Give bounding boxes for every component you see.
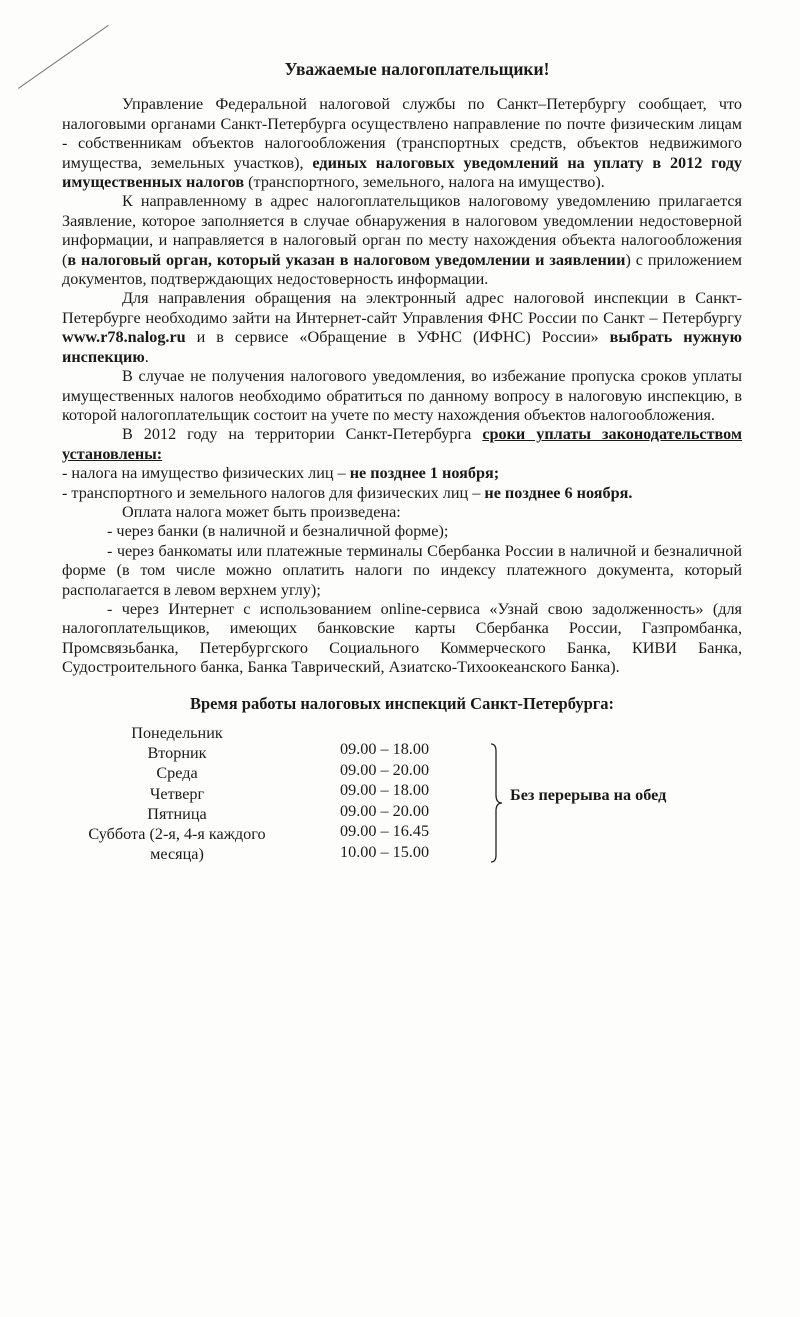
paragraph-online-request <box>62 289 742 367</box>
curly-brace-icon <box>490 743 504 863</box>
para2-text: К направленному в адрес налогоплательщиков налоговому уведомлению прилагается Заявление, которое заполняется в случае обнаружения в налоговом уведомлении недостоверной информации, и направляется в налоговый орган по месту нахождения объекта налогообложения ( <box>62 192 742 269</box>
para1-text-end: (транспортного, земельного, налога на имущество). <box>244 173 605 192</box>
para3-text-end: . <box>144 347 149 366</box>
payment-method-banks: - через банки (в наличной и безналичной форме); <box>107 522 449 541</box>
schedule-day: Четверг <box>149 784 205 803</box>
payment-method-atms: - через банкоматы или платежные терминалы Сбербанка России в наличной и безналичной форме (в том числе можно оплатить налоги по индексу платежного документа, который располагается в левом верхнем углу); <box>62 541 742 599</box>
schedule-note: Без перерыва на обед <box>510 786 667 804</box>
para3-text: Для направления обращения на электронный адрес налоговой инспекции в Санкт-Петербурге необходимо зайти на Интернет-сайт Управления ФНС России по Санкт – Петербургу <box>62 289 742 327</box>
paragraph-not-received: В случае не получения налогового уведомления, во избежание пропуска сроков уплаты имущественных налогов необходимо обратиться по данному вопросу в налоговую инспекцию, в которой налогоплательщик состоит на учете по месту нахождения объектов налогообложения. <box>62 367 742 424</box>
deadline-property-tax <box>62 464 742 483</box>
deadline2-text: - транспортного и земельного налогов для физических лиц – <box>62 483 485 502</box>
deadline1-text: - налога на имущество физических лиц – <box>62 464 350 483</box>
payment-intro: Оплата налога может быть произведена: <box>122 502 401 521</box>
schedule-title: Время работы налоговых инспекций Санкт-Петербурга: <box>189 693 615 713</box>
schedule-time: 09.00 – 20.00 <box>340 760 430 779</box>
schedule-day: Понедельник <box>131 724 223 742</box>
deadline2-bold: не позднее 6 ноября. <box>484 483 633 502</box>
para3-text-mid: и в сервисе «Обращение в УФНС (ИФНС) России» <box>185 328 610 347</box>
page-title: Уважаемые налогоплательщики! <box>284 59 550 79</box>
para5-bold-underlined: сроки уплаты законодательством установлены: <box>62 425 742 463</box>
schedule-days <box>62 723 292 864</box>
paragraph-deadlines-intro <box>62 425 742 464</box>
notice-document <box>62 60 742 873</box>
schedule-time: 09.00 – 18.00 <box>340 781 430 799</box>
schedule-times <box>340 739 460 862</box>
deadline-transport-land-tax <box>62 484 742 503</box>
paragraph-application <box>62 192 742 289</box>
schedule-day: Пятница <box>147 804 207 823</box>
para3-bold: выбрать нужную инспекцию <box>62 328 743 366</box>
schedule-time: 09.00 – 20.00 <box>340 801 430 820</box>
paragraph-notification <box>62 95 742 192</box>
para1-text: Управление Федеральной налоговой службы по Санкт–Петербургу сообщает, что налоговыми органами Санкт-Петербурга осуществлено направление по почте физическим лицам - собственникам объектов налогообложения (транспортных средств, объектов недвижимого имущества, земельных участков), <box>62 95 742 172</box>
para1-bold: единых налоговых уведомлений на уплату в 2012 году имущественных налогов <box>62 153 742 192</box>
schedule-time: 09.00 – 16.45 <box>340 822 430 840</box>
para2-bold: в налоговый орган, который указан в налоговом уведомлении и заявлении <box>67 250 626 269</box>
schedule-table <box>62 723 742 873</box>
payment-method-internet: - через Интернет с использованием online-сервиса «Узнай свою задолженность» (для налогоплательщиков, имеющих банковские карты Сбербанка России, Газпромбанка, Промсвязьбанка, Петербургского Социального Коммерческого Банка, КИВИ Банка, Судостроительного банка, Банка Таврический, Азиатско-Тихоокеанского Банка). <box>62 599 742 677</box>
schedule-day: Вторник <box>147 744 207 763</box>
deadline1-bold: не позднее 1 ноября; <box>349 464 500 483</box>
para2-text-end: ) с приложением документов, подтверждающих недостоверность информации. <box>62 250 742 289</box>
para5-text: В 2012 году на территории Санкт-Петербурга <box>122 425 483 444</box>
schedule-time: 10.00 – 15.00 <box>340 842 430 861</box>
schedule-time: 09.00 – 18.00 <box>340 740 430 758</box>
schedule-day: Среда <box>156 764 198 783</box>
website-link[interactable]: www.r78.nalog.ru <box>62 328 186 347</box>
schedule-day: Суббота (2-я, 4-я каждого месяца) <box>88 825 266 864</box>
